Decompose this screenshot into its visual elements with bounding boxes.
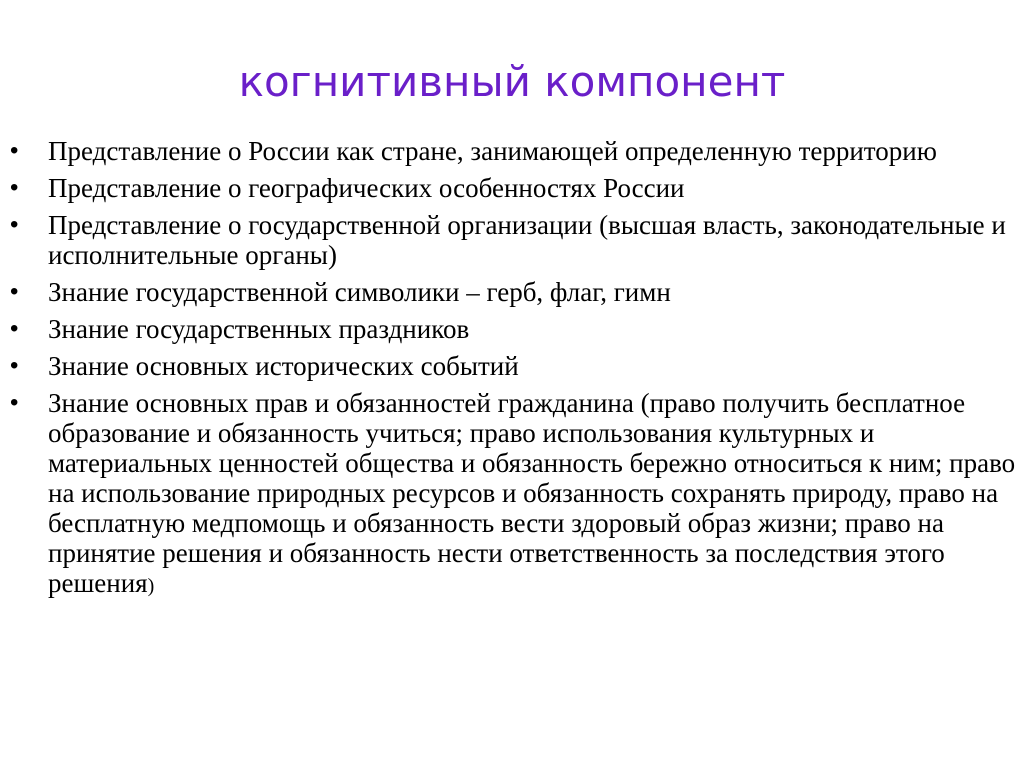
list-item <box>0 314 1024 344</box>
bullet-dot-icon: • <box>10 278 19 305</box>
bullet-dot-icon: • <box>10 174 19 201</box>
bullet-dot-icon: • <box>10 211 19 238</box>
list-item <box>0 173 1024 203</box>
list-item-text: Знание основных прав и обязанностей гражданина (право получить бесплатное образование и обязанность учиться; право использования культурных и материальных ценностей общества и обязанность бережно относиться к ним; право на использование природных ресурсов и обязанность сохранять природу, право на бесплатную медпомощь и обязанность вести здоровый образ жизни; право на принятие решения и обязанность нести ответственность за последствия этого решения <box>48 388 1016 598</box>
list-item <box>0 277 1024 307</box>
bullet-dot-icon: • <box>10 389 19 416</box>
list-item <box>0 388 1024 601</box>
bullet-dot-icon: • <box>10 352 19 379</box>
list-item <box>0 351 1024 381</box>
list-item-text: Знание государственных праздников <box>48 314 470 344</box>
bullet-list <box>0 136 1024 608</box>
list-item-closing-paren: ) <box>147 575 155 597</box>
list-item <box>0 210 1024 270</box>
bullet-dot-icon: • <box>10 315 19 342</box>
bullet-dot-icon: • <box>10 137 19 164</box>
list-item-text: Представление о России как стране, занимающей определенную территорию <box>48 136 937 166</box>
list-item-text: Представление о государственной организации (высшая власть, законодательные и исполнительные органы) <box>48 210 1006 270</box>
list-item <box>0 136 1024 166</box>
list-item-text: Знание основных исторических событий <box>48 351 519 381</box>
slide-title: когнитивный компонент <box>238 57 786 106</box>
list-item-text: Знание государственной символики – герб, флаг, гимн <box>48 277 671 307</box>
list-item-text: Представление о географических особенностях России <box>48 173 685 203</box>
